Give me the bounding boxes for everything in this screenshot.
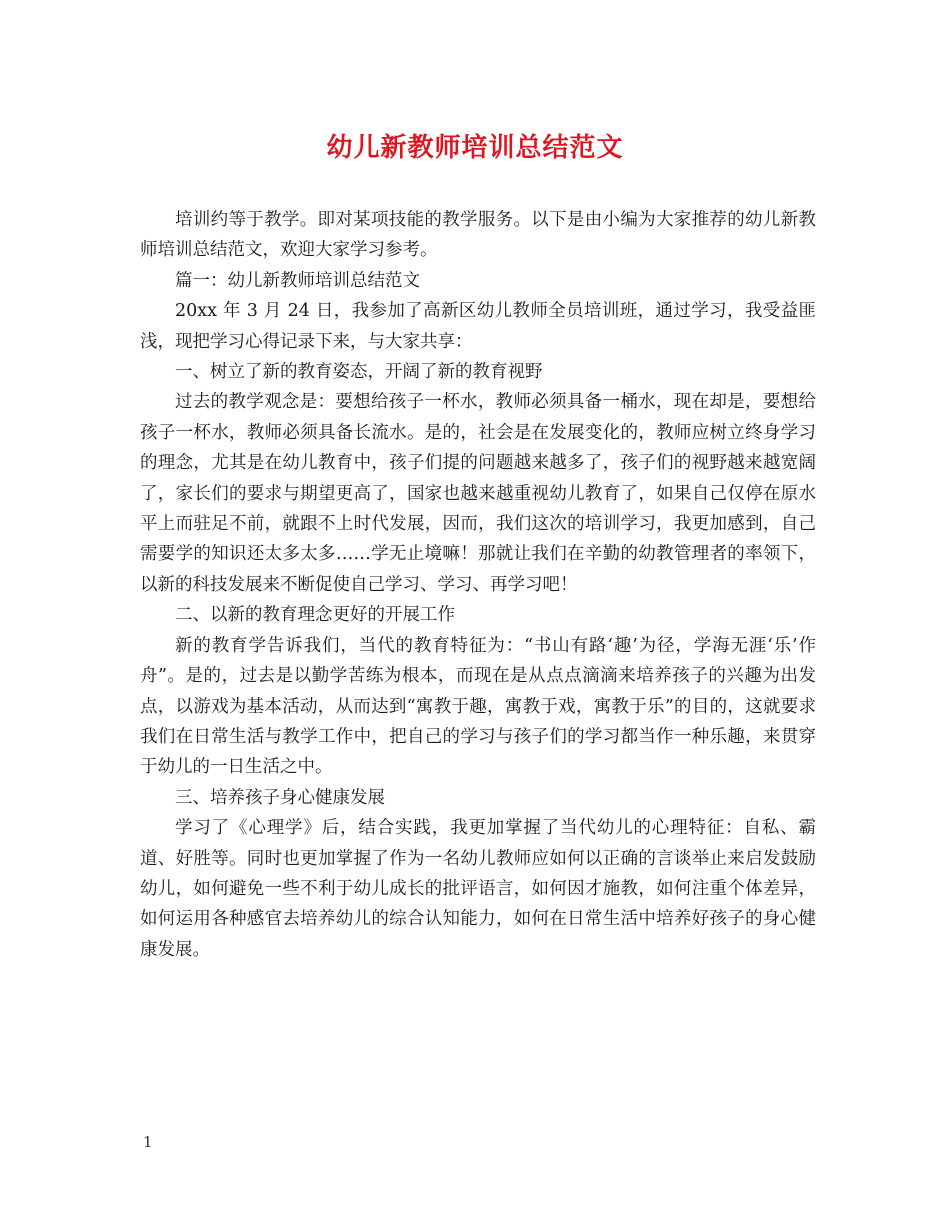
- intro-paragraph: 培训约等于教学。即对某项技能的教学服务。以下是由小编为大家推荐的幼儿新教师培训总结范文，欢迎大家学习参考。: [140, 210, 816, 261]
- paragraph-section-three: 学习了《心理学》后，结合实践，我更加掌握了当代幼儿的心理特征：自私、霸道、好胜等。同时也更加掌握了作为一名幼儿教师应如何以正确的言谈举止来启发鼓励幼儿，如何避免一些不利于幼儿成长的批评语言，如何因才施教，如何注重个体差异，如何运用各种感官去培养幼儿的综合认知能力，如何在日常生活中培养好孩子的身心健康发展。: [140, 818, 816, 960]
- section-heading-one: 一、树立了新的教育姿态，开阔了新的教育视野: [175, 362, 543, 383]
- section-heading-three: 三、培养孩子身心健康发展: [175, 787, 385, 808]
- section-heading-article-one: 篇一：幼儿新教师培训总结范文: [175, 270, 420, 291]
- paragraph-section-two: 新的教育学告诉我们，当代的教育特征为：“书山有路‘趣’为径，学海无涯‘乐’作舟”。是的，过去是以勤学苦练为根本，而现在是从点点滴滴来培养孩子的兴趣为出发点，以游戏为基本活动，从而达到“寓教于趣，寓教于戏，寓教于乐”的目的，这就要求我们在日常生活与教学工作中，把自己的学习与孩子们的学习都当作一种乐趣，来贯穿于幼儿的一日生活之中。: [140, 635, 816, 778]
- paragraph-section-one: 过去的教学观念是：要想给孩子一杯水，教师必须具备一桶水，现在却是，要想给孩子一杯水，教师必须具备长流水。是的，社会是在发展变化的，教师应树立终身学习的理念，尤其是在幼儿教育中，孩子们提的问题越来越多了，孩子们的视野越来越宽阔了，家长们的要求与期望更高了，国家也越来越重视幼儿教育了，如果自己仅停在原水平上而驻足不前，就跟不上时代发展，因而，我们这次的培训学习，我更加感到，自己需要学的知识还太多太多……学无止境嘛！那就让我们在辛勤的幼教管理者的率领下，以新的科技发展来不断促使自己学习、学习、再学习吧！: [140, 392, 816, 595]
- paragraph-date-intro: 20xx 年 3 月 24 日，我参加了高新区幼儿教师全员培训班，通过学习，我受益匪浅，现把学习心得记录下来，与大家共享：: [140, 301, 816, 352]
- page-title: 幼儿新教师培训总结范文: [326, 133, 624, 163]
- page-number: 1: [143, 1133, 153, 1151]
- section-heading-two: 二、以新的教育理念更好的开展工作: [175, 605, 455, 626]
- document-body: [140, 205, 816, 965]
